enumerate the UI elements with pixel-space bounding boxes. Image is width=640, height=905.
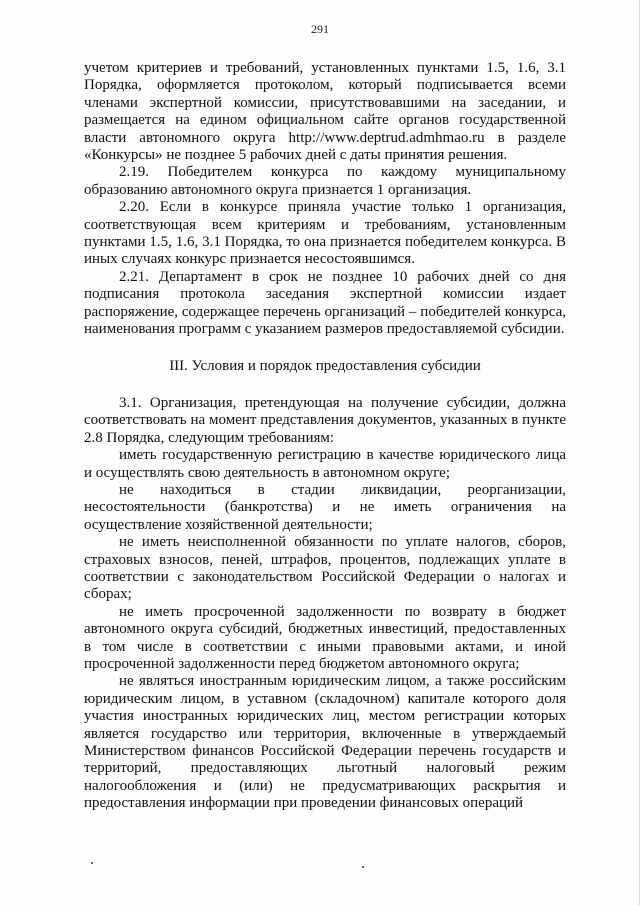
paragraph: не иметь просроченной задолженности по возврату в бюджет автономного округа субсидий, бюджетных инвестиций, предоставленных в том числе в соответствии с иными правовыми актами, и иной просроченной задолженности перед бюджетом автономного округа; [84,603,566,672]
section-heading: III. Условия и порядок предоставления субсидии [169,357,481,374]
paragraph: не находиться в стадии ликвидации, реорганизации, несостоятельности (банкротства) и не иметь ограничения на осуществление хозяйственной деятельности; [84,481,566,533]
paragraph: 2.19. Победителем конкурса по каждому муниципальному образованию автономного округа признается 1 организация. [84,164,566,198]
paragraph: иметь государственную регистрацию в качестве юридического лица и осуществлять свою деятельность в автономном округе; [84,447,566,481]
paragraph: 3.1. Организация, претендующая на получение субсидии, должна соответствовать на момент представления документов, указанных в пункте 2.8 Порядка, следующим требованиям: [84,394,566,446]
scan-speck [91,862,93,864]
paragraph: 2.21. Департамент в срок не позднее 10 рабочих дней со дня подписания протокола заседания экспертной комиссии издает распоряжение, содержащее перечень организаций – победителей конкурса, наименования программ с указанием размеров предоставляемой субсидии. [84,268,566,338]
paragraph: 2.20. Если в конкурсе приняла участие только 1 организация, соответствующая всем критериям и требованиям, установленным пунктами 1.5, 1.6, 3.1 Порядка, то она признается победителем конкурса. В иных случаях конкурс признается несостоявшимся. [84,199,566,268]
paragraph: учетом критериев и требований, установленных пунктами 1.5, 1.6, 3.1 Порядка, оформляется протоколом, который подписывается всеми членами экспертной комиссии, присутствовавшими на заседании, и размещается на едином официальном сайте органов государственной власти автономного округа http://www.deptrud.admhmao.ru в разделе «Конкурсы» не позднее 5 рабочих дней с даты принятия решения. [84,60,566,164]
scan-speck [362,866,364,868]
document-body [84,60,566,813]
page-number: 291 [311,22,329,36]
paragraph: не иметь неисполненной обязанности по уплате налогов, сборов, страховых взносов, пеней, штрафов, процентов, подлежащих уплате в соответствии с законодательством Российской Федерации о налогах и сборах; [84,534,566,603]
paragraph: не являться иностранным юридическим лицом, а также российским юридическим лицом, в уставном (складочном) капитале которого доля участия иностранных юридических лиц, местом регистрации которых является государство или территория, включенные в утверждаемый Министерством финансов Российской Федерации перечень государств и территорий, предоставляющих льготный налоговый режим налогообложения и (или) не предусматривающих раскрытия и предоставления информации при проведении финансовых операций [84,673,566,812]
